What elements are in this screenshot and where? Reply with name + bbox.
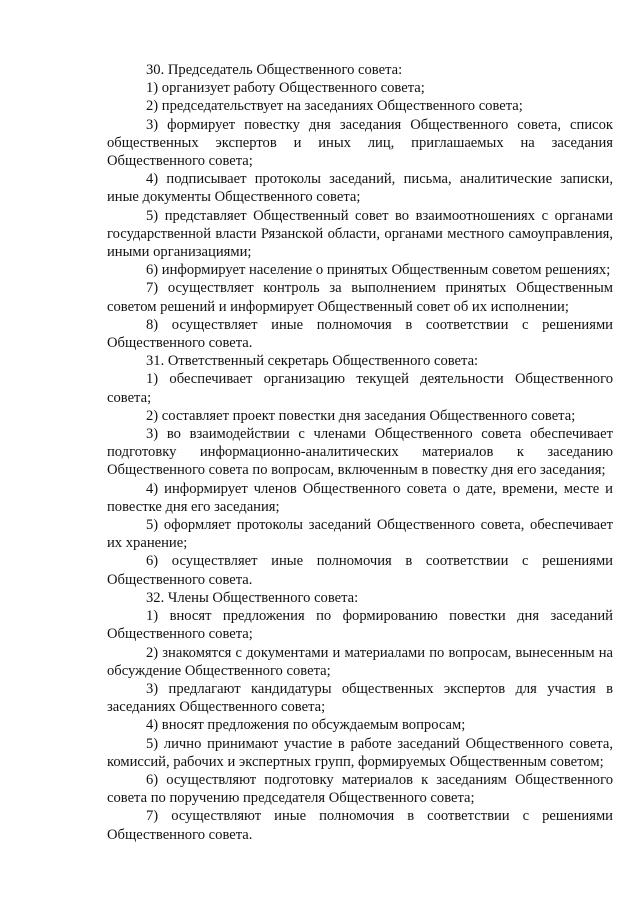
section-30-item-8: 8) осуществляет иные полномочия в соответствии с решениями Общественного совета.	[107, 316, 613, 352]
section-32-heading: 32. Члены Общественного совета:	[146, 589, 359, 606]
section-30-heading: 30. Председатель Общественного совета:	[146, 62, 403, 78]
section-31-item-4: 4) информирует членов Общественного совета о дате, времени, месте и повестке дня его заседания;	[107, 480, 613, 515]
section-32-item-7: 7) осуществляют иные полномочия в соответствии с решениями Общественного совета.	[107, 808, 613, 843]
section-31-item-2: 2) составляет проект повестки дня заседания Общественного совета;	[146, 407, 576, 424]
document-body	[107, 61, 613, 844]
section-30-item-4: 4) подписывает протоколы заседаний, письма, аналитические записки, иные документы Общественного совета;	[107, 171, 613, 206]
section-31-item-6: 6) осуществляет иные полномочия в соответствии с решениями Общественного совета.	[107, 553, 613, 588]
section-32-item-4: 4) вносят предложения по обсуждаемым вопросам;	[146, 717, 466, 734]
section-30-item-2: 2) председательствует на заседаниях Общественного совета;	[146, 98, 523, 115]
section-31-item-3: 3) во взаимодействии с членами Общественного совета обеспечивает подготовку информационно-аналитических материалов к заседанию Общественного совета по вопросам, включенным в повестку дня его заседания;	[107, 426, 613, 479]
section-30-item-7: 7) осуществляет контроль за выполнением принятых Общественным советом решений и информирует Общественный совет об их исполнении;	[107, 280, 613, 315]
section-31-heading: 31. Ответственный секретарь Общественного совета:	[146, 353, 479, 370]
section-30-item-1: 1) организует работу Общественного совета;	[146, 80, 425, 97]
section-31-item-5: 5) оформляет протоколы заседаний Общественного совета, обеспечивает их хранение;	[107, 517, 613, 552]
section-30-item-3: 3) формирует повестку дня заседания Общественного совета, список общественных экспертов и иных лиц, приглашаемых на заседания Общественного совета;	[107, 116, 613, 170]
section-31-item-1: 1) обеспечивает организацию текущей деятельности Общественного совета;	[107, 371, 613, 406]
section-30-item-6: 6) информирует население о принятых Общественным советом решениях;	[146, 262, 611, 279]
section-32-item-3: 3) предлагают кандидатуры общественных экспертов для участия в заседаниях Общественного совета;	[107, 680, 613, 716]
section-32-item-1: 1) вносят предложения по формированию повестки дня заседаний Общественного совета;	[107, 608, 613, 643]
section-32-item-5: 5) лично принимают участие в работе заседаний Общественного совета, комиссий, рабочих и экспертных групп, формируемых Общественным советом;	[107, 735, 613, 770]
section-32-item-6: 6) осуществляют подготовку материалов к заседаниям Общественного совета по поручению председателя Общественного совета;	[107, 771, 613, 807]
section-32-item-2: 2) знакомятся с документами и материалами по вопросам, вынесенным на обсуждение Общественного совета;	[107, 644, 613, 679]
section-30-item-5: 5) представляет Общественный совет во взаимоотношениях с органами государственной власти Рязанской области, органами местного самоуправления, иными организациями;	[107, 207, 613, 261]
